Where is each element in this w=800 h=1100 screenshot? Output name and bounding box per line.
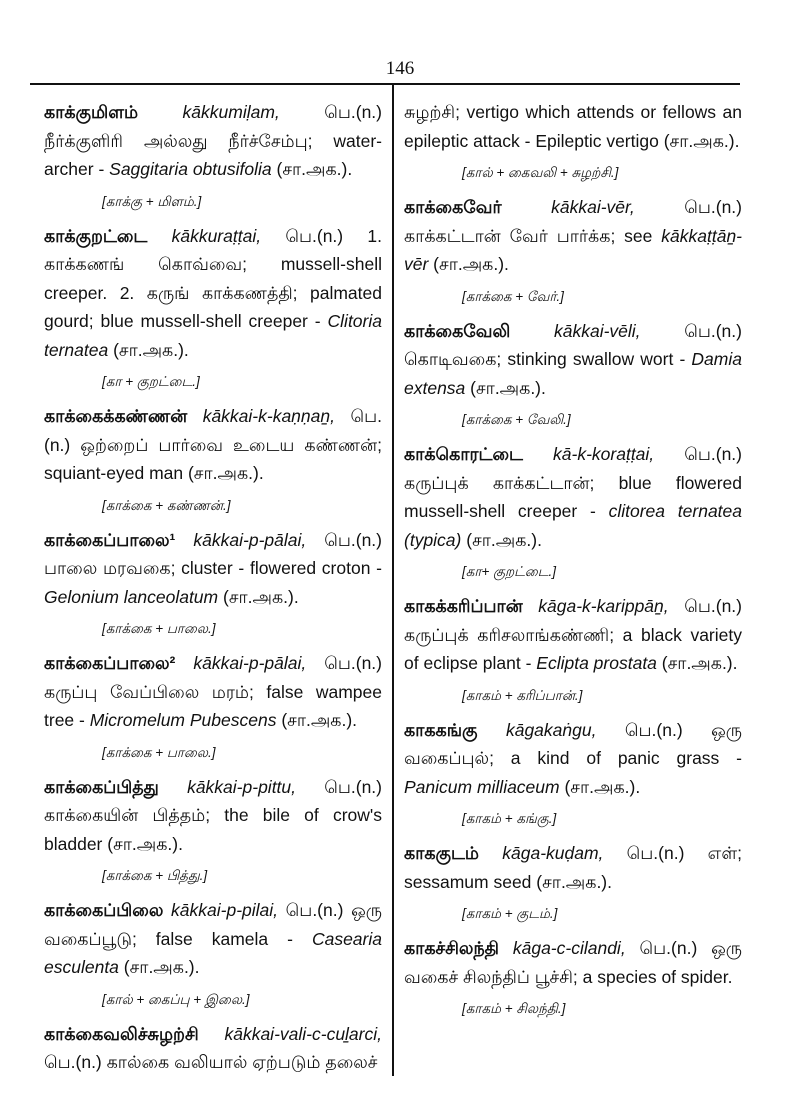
dictionary-entry [44, 1020, 382, 1077]
etymology-note: [கால் + கைப்பு + இலை.] [102, 991, 250, 1007]
transliteration: kāga-k-karippāṉ, [538, 596, 669, 616]
transliteration: kākkai-p-pālai, [193, 529, 307, 550]
headword: காக்கைப்பிலை [44, 900, 164, 920]
headword: காக்கொரட்டை [404, 444, 523, 464]
definition-text: பெ.(n.) ஒரு வகைப்புல்; a kind of panic grass - [404, 719, 742, 768]
etymology-note: [கா+ குறட்டை.] [462, 564, 556, 579]
etymology-note: [காக்கை + பாலை.] [102, 744, 216, 760]
headword: காக்கைவேலி [404, 320, 511, 341]
dictionary-entry [44, 222, 382, 365]
dictionary-entry [44, 526, 382, 612]
source-abbrev: (சா.அக.). [108, 339, 189, 360]
scientific-name: Micromelum Pubescens [89, 710, 277, 730]
source-abbrev: (சா.அக.). [107, 833, 183, 854]
scientific-name: clitorea ternatea (typica) [404, 501, 743, 550]
etymology-note: [காக்கை + பித்து.] [102, 868, 208, 883]
source-abbrev: (சா.அக.). [465, 377, 546, 398]
dictionary-entry [404, 716, 742, 802]
headword: காக்கைப்பாலை¹ [44, 529, 176, 550]
headword: காக்கைவலிச்சுழற்சி [44, 1023, 199, 1044]
transliteration: kākkai-p-pittu, [187, 776, 297, 797]
scientific-name: kākkaṭṭāṉ-vēr [404, 225, 742, 274]
dictionary-entry [404, 592, 742, 678]
definition-text: பெ.(n.) ஒரு வகைப்பூடு; false kamela - [44, 900, 382, 949]
header-rule [30, 83, 740, 85]
transliteration: kā-k-koraṭṭai, [553, 444, 655, 464]
source-abbrev: (சா.அக.). [118, 957, 200, 977]
definition-text: பெ.(n.) நீர்க்குளிரி அல்லது நீர்ச்சேம்பு; water-archer - [44, 102, 382, 179]
definition-text: பெ.(n.) கருப்புக் கரிசலாங்கண்ணி; a black variety of eclipse plant - [404, 596, 742, 673]
source-abbrev: (சா.அக.). [218, 586, 299, 607]
headword: காக்குறட்டை [44, 225, 148, 246]
dictionary-entry [44, 773, 382, 859]
etymology-note: [காகம் + சிலந்தி.] [462, 1001, 566, 1016]
source-abbrev: (சா.அக.). [536, 871, 612, 892]
definition-text: பெ.(n.) கால்கை வலியால் ஏற்படும் தலைச் [44, 1052, 378, 1072]
headword: காக்குமிளம் [44, 102, 139, 122]
definition-text: பெ.(n.) ஒற்றைப் பார்வை உடைய கண்ணன்; squiant-eyed man [44, 406, 382, 483]
dictionary-entry [44, 402, 382, 488]
headword: காக்கைப்பாலை² [44, 653, 176, 673]
etymology-note: [காக்கு + மிளம்.] [102, 193, 202, 209]
source-abbrev: (சா.அக.). [559, 776, 641, 797]
etymology-note: [காகம் + கரிப்பான்.] [462, 687, 583, 703]
dictionary-entry [404, 317, 742, 403]
transliteration: kākkai-p-pālai, [193, 653, 307, 673]
right-column [404, 98, 742, 1029]
scientific-name: Panicum milliaceum [404, 776, 560, 797]
dictionary-entry [404, 934, 742, 991]
transliteration: kākkai-p-pilai, [171, 900, 279, 920]
etymology-note: [காக்கை + வேலி.] [462, 412, 571, 427]
transliteration: kākkumiḷam, [182, 102, 280, 122]
definition-text: பெ.(n.) பாலை மரவகை; cluster - flowered croton - [44, 529, 382, 578]
definition-text: பெ.(n.) கருப்புக் காக்கட்டான்; blue flowered mussell-shell creeper - [404, 444, 742, 521]
headword: காகக்கரிப்பான் [404, 596, 523, 616]
source-abbrev: (சா.அக.). [658, 130, 740, 151]
etymology-note: [காகம் + குடம்.] [462, 906, 558, 921]
definition-text: பெ.(n.) காக்கையின் பித்தம்; the bile of crow's bladder [44, 776, 382, 854]
headword: காக்கைவேர் [404, 197, 502, 217]
etymology-note: [காகம் + கங்கு.] [462, 811, 557, 826]
dictionary-entry [404, 839, 742, 896]
dictionary-entry [44, 896, 382, 982]
definition-text: பெ.(n.) எள்; sessamum seed [404, 843, 742, 892]
headword: காக்கைப்பித்து [44, 776, 159, 797]
dictionary-entry [44, 649, 382, 735]
etymology-note: [காக்கை + பாலை.] [102, 621, 216, 636]
transliteration: kākkuraṭṭai, [171, 225, 262, 246]
page-number: 146 [385, 58, 415, 79]
transliteration: kākkai-vali-c-cuḻarci, [224, 1023, 382, 1044]
definition-text: பெ.(n.) 1. காக்கணங் கொவ்வை; mussell-shell creeper. 2. கருங் காக்கணத்தி; palmated gourd; blue mussell-shell creeper - [44, 225, 382, 331]
definition-text: பெ.(n.) காக்கட்டான் வேர் பார்க்க; see [404, 197, 742, 246]
scientific-name: Damia extensa [404, 349, 742, 398]
column-divider [392, 84, 394, 1076]
definition-text: சுழற்சி; vertigo which attends or fellows an epileptic attack - [404, 102, 742, 151]
headword: காககங்கு [404, 719, 478, 740]
dictionary-entry [44, 98, 382, 184]
definition-text: பெ.(n.) கருப்பு வேப்பிலை மரம்; false wampee tree - [44, 653, 382, 730]
source-abbrev: (சா.அக.). [428, 254, 509, 274]
transliteration: kākkai-k-kaṇṇaṉ, [202, 406, 335, 426]
transliteration: kākkai-vēr, [551, 197, 635, 217]
source-abbrev: (சா.அக.). [271, 159, 353, 179]
transliteration: kākkai-vēli, [553, 320, 641, 341]
source-abbrev: (சா.அக.). [656, 653, 738, 673]
headword: காகச்சிலந்தி [404, 938, 500, 958]
dictionary-entry [404, 193, 742, 279]
scientific-name: Eclipta prostata [536, 653, 657, 673]
etymology-note: [காக்கை + கண்ணன்.] [102, 497, 231, 513]
scientific-name: Epileptic vertigo [535, 130, 659, 151]
headword: காககுடம் [404, 843, 479, 863]
transliteration: kāga-kuḍam, [502, 843, 604, 863]
headword: காக்கைக்கண்ணன் [44, 406, 188, 426]
transliteration: kāgakaṅgu, [505, 719, 597, 740]
scientific-name: Clitoria ternatea [44, 311, 382, 360]
source-abbrev: (சா.அக.). [276, 710, 358, 730]
etymology-note: [கால் + கைவலி + சுழற்சி.] [462, 165, 619, 180]
dictionary-entry [404, 440, 742, 554]
etymology-note: [கா + குறட்டை.] [102, 374, 200, 389]
source-abbrev: (சா.அக.). [461, 529, 542, 550]
definition-text: பெ.(n.) கொடிவகை; stinking swallow wort - [404, 320, 742, 369]
etymology-note: [காக்கை + வேர்.] [462, 288, 564, 304]
transliteration: kāga-c-cilandi, [512, 938, 626, 958]
entry-continuation [404, 98, 742, 155]
source-abbrev: (சா.அக.). [187, 463, 264, 483]
scientific-name: Gelonium lanceolatum [44, 586, 219, 607]
definition-text: பெ.(n.) ஒரு வகைச் சிலந்திப் பூச்சி; a species of spider. [404, 938, 742, 987]
left-column [44, 98, 382, 1085]
scientific-name: Saggitaria obtusifolia [109, 159, 272, 179]
scientific-name: Casearia esculenta [44, 928, 382, 977]
